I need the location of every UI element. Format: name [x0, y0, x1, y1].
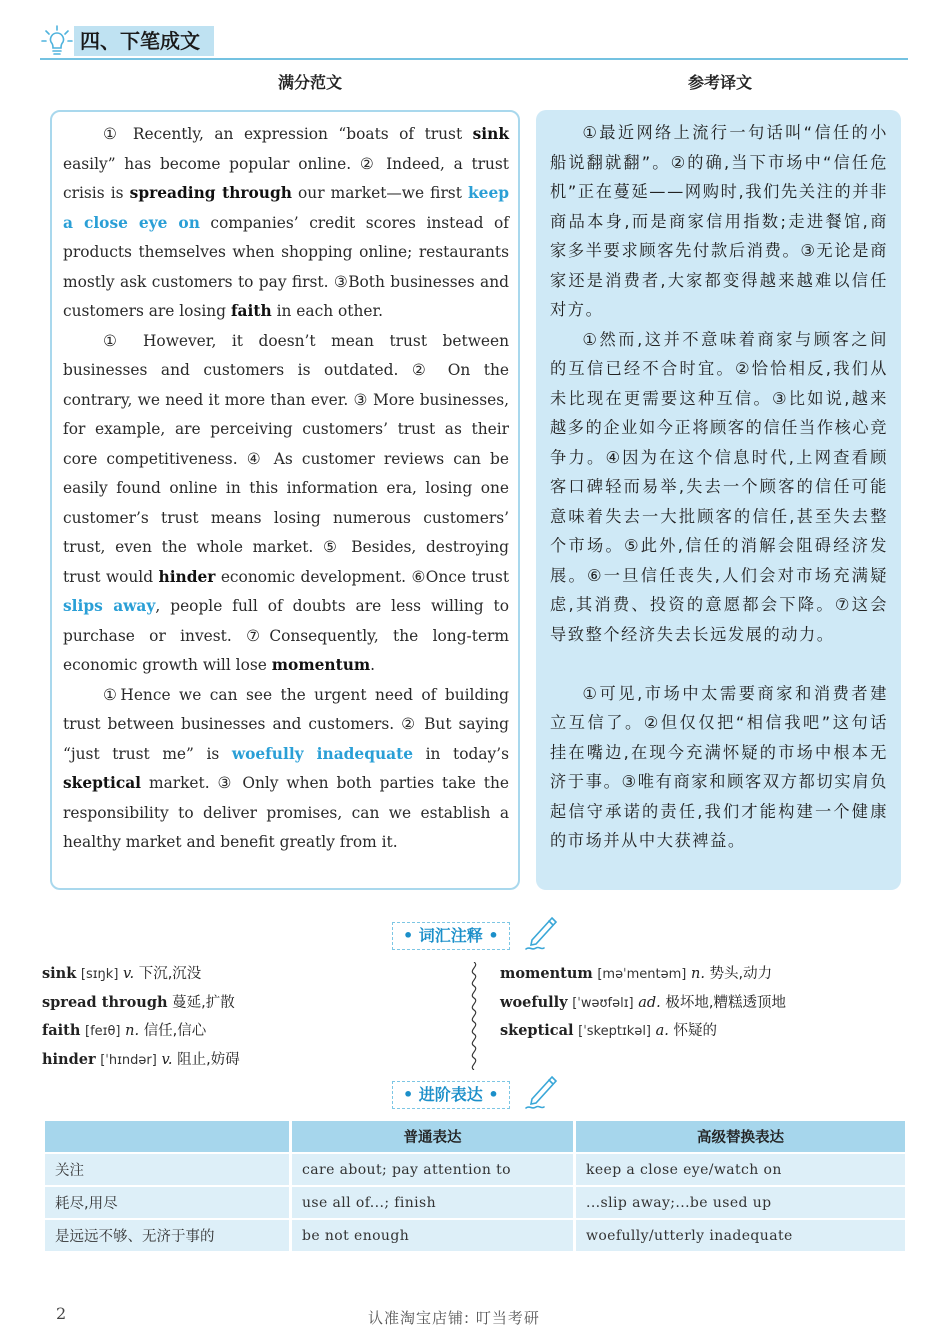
highlighted-term: keep a close eye on	[63, 184, 509, 232]
table-header-row	[45, 1121, 905, 1152]
table-cell: woefully/utterly inadequate	[576, 1218, 905, 1251]
vocab-word: hinder	[42, 1050, 96, 1068]
advanced-expressions-table	[42, 1121, 908, 1251]
vocab-meaning: 蔓延,扩散	[172, 994, 235, 1011]
table-cell: 耗尽,用尽	[45, 1185, 289, 1218]
table-header-cell: 高级替换表达	[576, 1121, 905, 1152]
essay-text-run: market. ③ Only when both parties take the responsibility to deliver promises, can we establish a healthy market and benefit greatly from it.	[63, 774, 509, 851]
vocab-word: woefully	[500, 993, 568, 1011]
pen-icon	[522, 1074, 558, 1114]
essay-text-run: ① Recently, an expression “boats of trust	[103, 125, 473, 143]
translation-paragraph: ①可见,市场中太需要商家和消费者建立互信了。②但仅仅把“相信我吧”这句话挂在嘴边,在现今充满怀疑的市场中根本无济于事。③唯有商家和顾客双方都切实肩负起信守承诺的责任,我们才能构建一个健康的市场并从中大获裨益。	[550, 683, 888, 850]
lightbulb-icon	[40, 24, 74, 58]
vocab-pos: n.	[690, 966, 705, 982]
vocab-phonetic: [ˈwəʊfəlɪ]	[572, 995, 634, 1011]
table-row	[45, 1185, 905, 1218]
pen-icon	[522, 915, 558, 955]
highlighted-term: sink	[472, 125, 509, 143]
vocab-meaning: 怀疑的	[673, 1023, 717, 1039]
vocab-meaning: 下沉,沉没	[138, 966, 202, 982]
highlighted-term: faith	[230, 302, 272, 320]
vocab-entry	[500, 989, 900, 1018]
table-header-cell	[45, 1121, 289, 1152]
translation-heading: 参考译文	[687, 73, 752, 92]
essay-text-run: in each other.	[271, 302, 384, 320]
header-divider	[40, 58, 908, 60]
essay-text-run: , people full of doubts are less willing to purchase or invest. ⑦Consequently, the long-term economic growth will lose	[63, 597, 509, 674]
vocab-meaning: 势头,动力	[709, 966, 773, 982]
vocab-word: skeptical	[500, 1022, 574, 1039]
squiggle-divider-icon	[464, 962, 484, 1070]
essay-paragraph	[63, 120, 509, 327]
table-cell: care about; pay attention to	[292, 1152, 573, 1185]
vocab-meaning: 阻止,妨碍	[177, 1051, 240, 1068]
vocab-list-right	[500, 960, 900, 1046]
essay-text-run: in today’s	[413, 744, 509, 763]
table-row	[45, 1218, 905, 1251]
essay-paragraph	[63, 681, 509, 858]
table-cell: be not enough	[292, 1218, 573, 1251]
vocab-meaning: 极坏地,糟糕透顶地	[665, 994, 786, 1011]
vocab-entry	[42, 1046, 452, 1075]
footer-note: 认准淘宝店铺: 叮当考研	[368, 1309, 540, 1327]
vocab-phonetic: [sɪŋk]	[80, 967, 119, 982]
vocab-pos: v.	[161, 1051, 173, 1068]
highlighted-term: skeptical	[63, 774, 142, 792]
model-essay-heading: 满分范文	[277, 73, 342, 92]
vocab-entry	[500, 1017, 900, 1046]
table-cell: 是远远不够、无济于事的	[45, 1218, 289, 1251]
essay-paragraph	[63, 327, 509, 681]
table-cell: 关注	[45, 1152, 289, 1185]
vocab-word: momentum	[500, 965, 593, 982]
table-header-cell: 普通表达	[292, 1121, 573, 1152]
highlighted-term: momentum	[271, 656, 371, 674]
vocab-list-left	[42, 960, 452, 1074]
highlighted-term: woefully inadequate	[231, 744, 414, 763]
essay-text-run: easily” has become popular online. ② Indeed, a trust crisis is	[63, 154, 509, 202]
vocab-pos: ad.	[638, 994, 661, 1011]
highlighted-term: hinder	[158, 567, 216, 586]
essay-text-run: ① However, it doesn’t mean trust between businesses and customers is outdated. ② On the contrary, we need it more than ever. ③ More businesses, for example, are perceiving customers’ trust as their core competitiveness. ④ As customer reviews can be easily found online in this information era, losing one customer’s trust means losing numerous customers’ trust, even the whole market. ⑤ Besides, destroying trust would	[63, 331, 509, 586]
vocab-phonetic: [ˈhɪndər]	[100, 1052, 157, 1068]
vocab-phonetic: [ˈskeptɪkəl]	[578, 1024, 651, 1039]
vocab-entry	[42, 1017, 452, 1046]
table-cell: keep a close eye/watch on	[576, 1152, 905, 1185]
advanced-section-tag: • 进阶表达 •	[392, 1081, 510, 1109]
vocab-entry	[42, 960, 452, 989]
vocab-entry	[42, 989, 452, 1018]
vocab-word: spread through	[42, 993, 168, 1011]
section-title: 四、下笔成文	[74, 26, 214, 56]
table-row	[45, 1152, 905, 1185]
vocab-pos: n.	[125, 1023, 140, 1039]
vocab-pos: a.	[655, 1023, 669, 1039]
essay-text-run: .	[370, 656, 376, 674]
vocab-word: faith	[42, 1022, 81, 1039]
vocab-entry	[500, 960, 900, 989]
essay-text-run: our market—we first	[291, 184, 468, 202]
translation-paragraph: ①然而,这并不意味着商家与顾客之间的互信已经不合时宜。②恰恰相反,我们从未比现在更需要这种互信。③比如说,越来越多的企业如今正将顾客的信任当作核心竞争力。④因为在这个信息时代,上网查看顾客口碑轻而易举,失去一个顾客的信任可能意味着失去一大批顾客的信任,甚至失去整个市场。⑤此外,信任的消解会阻碍经济发展。⑥一旦信任丧失,人们会对市场充满疑虑,其消费、投资的意愿都会下降。⑦这会导致整个经济失去长远发展的动力。	[550, 329, 888, 644]
vocab-meaning: 信任,信心	[143, 1023, 207, 1039]
highlighted-term: slips away	[63, 597, 156, 615]
vocab-phonetic: [məˈmentəm]	[597, 967, 687, 982]
table-cell: use all of...; finish	[292, 1185, 573, 1218]
page-number: 2	[56, 1304, 67, 1323]
essay-text-run: companies’ credit scores instead of products themselves when shopping online; restaurants mostly ask customers to pay first. ③Both businesses and customers are losing	[63, 213, 509, 320]
vocab-word: sink	[42, 965, 77, 982]
translation-text	[550, 118, 888, 856]
essay-text-run: economic development. ⑥Once trust	[215, 567, 510, 586]
vocab-section-tag: • 词汇注释 •	[392, 922, 510, 950]
table-cell: ...slip away;...be used up	[576, 1185, 905, 1218]
vocab-pos: v.	[123, 966, 135, 982]
essay-text-run: ①Hence we can see the urgent need of building trust between businesses and customers. ② But saying “just trust me” is	[63, 685, 509, 763]
model-essay-text	[63, 120, 509, 858]
vocab-phonetic: [feɪθ]	[85, 1024, 121, 1039]
highlighted-term: spreading through	[129, 184, 292, 202]
translation-paragraph: ①最近网络上流行一句话叫“信任的小船说翻就翻”。②的确,当下市场中“信任危机”正在蔓延——网购时,我们先关注的并非商品本身,而是商家信用指数;走进餐馆,商家多半要求顾客先付款后消费。③无论是商家还是消费者,大家都变得越来越难以信任对方。	[550, 123, 888, 319]
